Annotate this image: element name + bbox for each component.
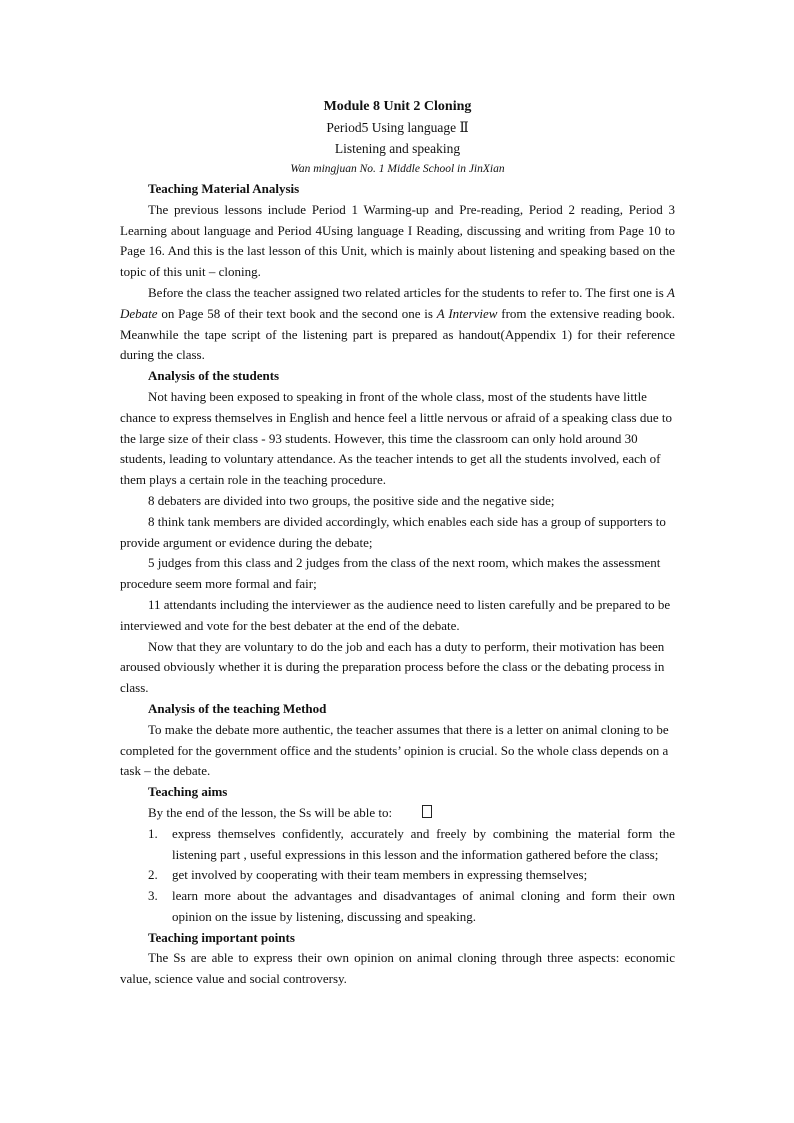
material-p2-text-a: Before the class the teacher assigned two related articles for the students to refer to. The first one is [148, 284, 668, 300]
aims-intro-text: By the end of the lesson, the Ss will be able to: [148, 804, 393, 820]
document-page [120, 96, 675, 990]
material-paragraph-2 [120, 283, 675, 366]
aims-list [120, 824, 675, 928]
heading-students-analysis: Analysis of the students [148, 368, 280, 384]
students-paragraph-judges: 5 judges from this class and 2 judges from the class of the next room, which makes the assessment procedure seem more formal and fair; [120, 555, 661, 592]
list-item-number: 3. [148, 888, 158, 904]
subtitle-line: Listening and speaking [334, 141, 461, 156]
book-title-debate: A Debate [120, 284, 675, 321]
list-item-text: express themselves confidently, accurately and freely by combining the material form the listening part , useful expressions in this lesson and the information gathered before the class; [172, 825, 675, 862]
important-points-paragraph: The Ss are able to express their own opinion on animal cloning through three aspects: economic value, science value and social controversy. [120, 950, 675, 987]
book-title-interview: A Interview [436, 305, 498, 321]
material-paragraph-1: The previous lessons include Period 1 Warming-up and Pre-reading, Period 2 reading, Period 3 Learning about language and Period 4Using language I Reading, discussing and writing from Page 10 to Page 16. And this is the last lesson of this Unit, which is mainly about listening and speaking based on the topic of this unit – cloning. [120, 201, 675, 280]
students-paragraph-debaters: 8 debaters are divided into two groups, the positive side and the negative side; [148, 492, 555, 508]
students-paragraph-think-tank: 8 think tank members are divided accordingly, which enables each side has a group of supporters to provide argument or evidence during the debate; [120, 513, 666, 550]
checkbox-glyph-icon [422, 805, 432, 818]
heading-important-points: Teaching important points [148, 929, 295, 945]
document-title: Module 8 Unit 2 Cloning [323, 99, 472, 114]
material-p2-text-c: from the extensive reading book. Meanwhile the tape script of the listening part is prepared as handout(Appendix 1) for their reference during the class. [120, 305, 675, 363]
author-line: Wan mingjuan No. 1 Middle School in JinXian [290, 163, 505, 175]
list-item-number: 1. [148, 825, 158, 841]
list-item-text: learn more about the advantages and disadvantages of animal cloning and form their own opinion on the issue by listening, discussing and speaking. [172, 888, 675, 924]
aims-intro [120, 803, 675, 824]
list-item-number: 2. [148, 867, 158, 883]
students-paragraph-attendants: 11 attendants including the interviewer as the audience need to listen carefully and be prepared to be interviewed and vote for the best debater at the end of the debate. [120, 596, 671, 633]
list-item [120, 865, 675, 886]
heading-teaching-aims: Teaching aims [148, 784, 228, 800]
list-item [120, 824, 675, 866]
list-item [120, 886, 675, 928]
period-line: Period5 Using language Ⅱ [326, 120, 469, 135]
material-p2-text-b: on Page 58 of their text book and the second one is [157, 305, 437, 321]
method-paragraph: To make the debate more authentic, the teacher assumes that there is a letter on animal cloning to be completed for the government office and the students’ opinion is crucial. So the whole class depends on a task – the debate. [120, 721, 669, 779]
list-item-text: get involved by cooperating with their team members in expressing themselves; [172, 867, 588, 883]
students-paragraph-1: Not having been exposed to speaking in front of the whole class, most of the students have little chance to express themselves in English and hence feel a little nervous or afraid of a speaking class due to the large size of their class - 93 students. However, this time the classroom can only hold around 30 students, leading to voluntary attendance. As the teacher intends to get all the students involved, each of them plays a certain role in the teaching procedure. [120, 388, 672, 488]
heading-material-analysis: Teaching Material Analysis [148, 181, 300, 196]
heading-teaching-method: Analysis of the teaching Method [148, 700, 327, 716]
students-paragraph-motivation: Now that they are voluntary to do the job and each has a duty to perform, their motivation has been aroused obviously whether it is during the preparation process before the class or the debating process in class. [120, 638, 665, 696]
